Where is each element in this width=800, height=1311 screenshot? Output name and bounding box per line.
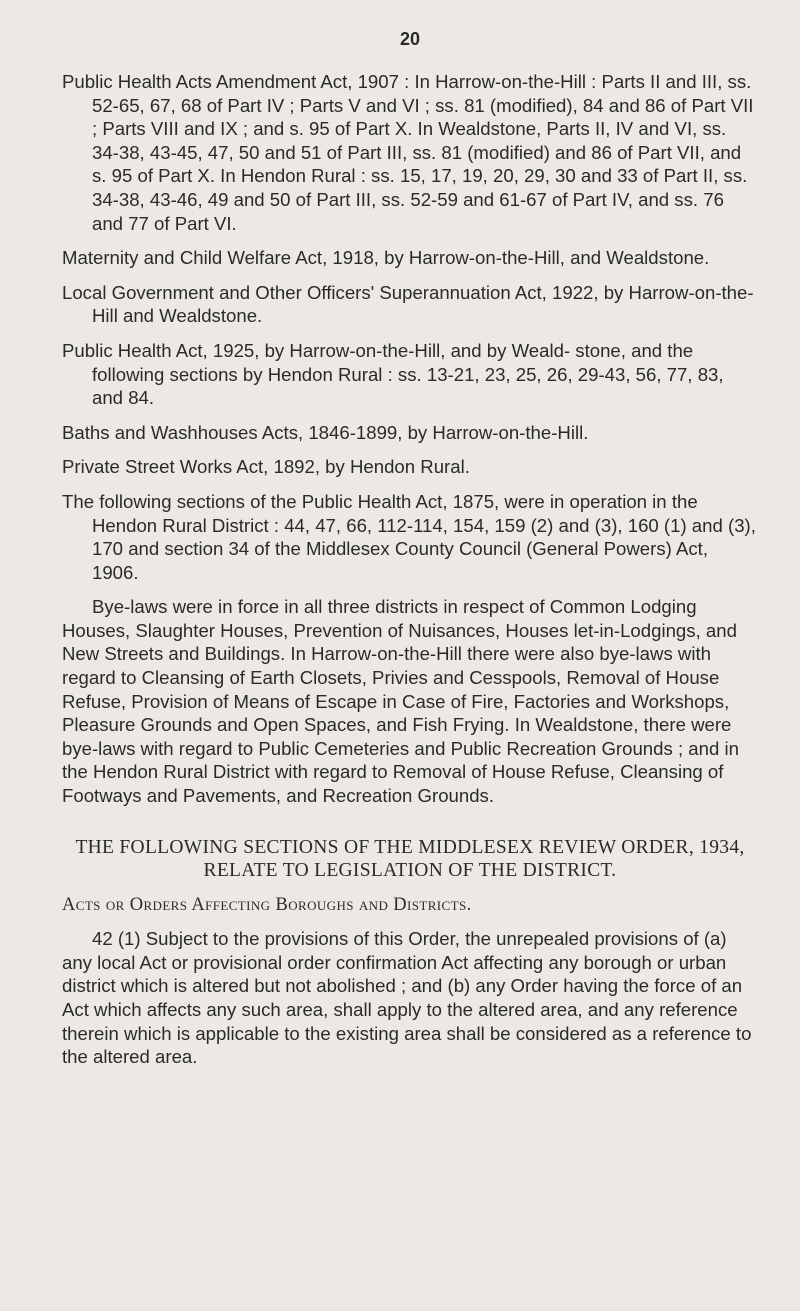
paragraph-superannuation-act: Local Government and Other Officers' Superannuation Act, 1922, by Harrow-on-the-Hill and Wealdstone. <box>62 281 754 327</box>
paragraph-public-health-act-1925: Public Health Act, 1925, by Harrow-on-the-Hill, and by Weald- stone, and the following sections by Hendon Rural : ss. 13-21, 23, 25, 26, 29-43, 56, 77, 83, and 84. <box>62 339 724 409</box>
paragraph-clause-42: 42 (1) Subject to the provisions of this Order, the unrepealed provisions of (a) any local Act or provisional order confirmation Act affecting any borough or urban district which is altered but not abolished ; and (b) any Order having the force of an Act which affects any such area, shall apply to the altered area, and any reference therein which is applicable to the existing area shall be considered as a reference to the altered area. <box>62 928 752 1068</box>
paragraph-private-street-works: Private Street Works Act, 1892, by Hendon Rural. <box>62 456 470 478</box>
page-number: 20 <box>399 29 421 49</box>
section-heading: THE FOLLOWING SECTIONS OF THE MIDDLESEX REVIEW ORDER, 1934, RELATE TO LEGISLATION OF THE DISTRICT. <box>75 836 745 881</box>
paragraph-public-health-acts-amendment: Public Health Acts Amendment Act, 1907 : In Harrow-on-the-Hill : Parts II and III, ss. 52-65, 67, 68 of Part IV ; Parts V and VI ; ss. 81 (modified), 84 and 86 of Part VII ; Parts VIII and IX ; and s. 95 of Part X. In Wealdstone, Parts II, IV and VI, ss. 34-38, 43-45, 47, 50 and 51 of Part III, ss. 81 (modified) and 86 of Part VII, and s. 95 of Part X. In Hendon Rural : ss. 15, 17, 19, 20, 29, 30 and 33 of Part II, ss. 34-38, 43-46, 49 and 50 of Part III, ss. 52-59 and 61-67 of Part IV, and ss. 76 and 77 of Part VI. <box>62 71 754 234</box>
paragraph-public-health-act-1875: The following sections of the Public Health Act, 1875, were in operation in the Hendon Rural District : 44, 47, 66, 112-114, 154, 159 (2) and (3), 160 (1) and (3), 170 and section 34 of the Middlesex County Council (General Powers) Act, 1906. <box>62 490 756 583</box>
paragraph-maternity-child-welfare: Maternity and Child Welfare Act, 1918, by Harrow-on-the-Hill, and Wealdstone. <box>62 247 710 269</box>
body-text <box>62 70 758 1080</box>
paragraph-bye-laws: Bye-laws were in force in all three districts in respect of Common Lodging Houses, Slaughter Houses, Prevention of Nuisances, Houses let-in-Lodgings, and New Streets and Buildings. In Harrow-on-the-Hill there were also bye-laws with regard to Cleansing of Earth Closets, Privies and Cesspools, Removal of House Refuse, Provision of Means of Escape in Case of Fire, Factories and Workshops, Pleasure Grounds and Open Spaces, and Fish Frying. In Wealdstone, there were bye-laws with regard to Public Cemeteries and Public Recreation Grounds ; and in the Hendon Rural District with regard to Removal of House Refuse, Cleansing of Footways and Pavements, and Recreation Grounds. <box>62 596 739 807</box>
paragraph-baths-washhouses: Baths and Washhouses Acts, 1846-1899, by Harrow-on-the-Hill. <box>62 421 589 443</box>
subheading: Acts or Orders Affecting Boroughs and Districts. <box>62 894 472 915</box>
